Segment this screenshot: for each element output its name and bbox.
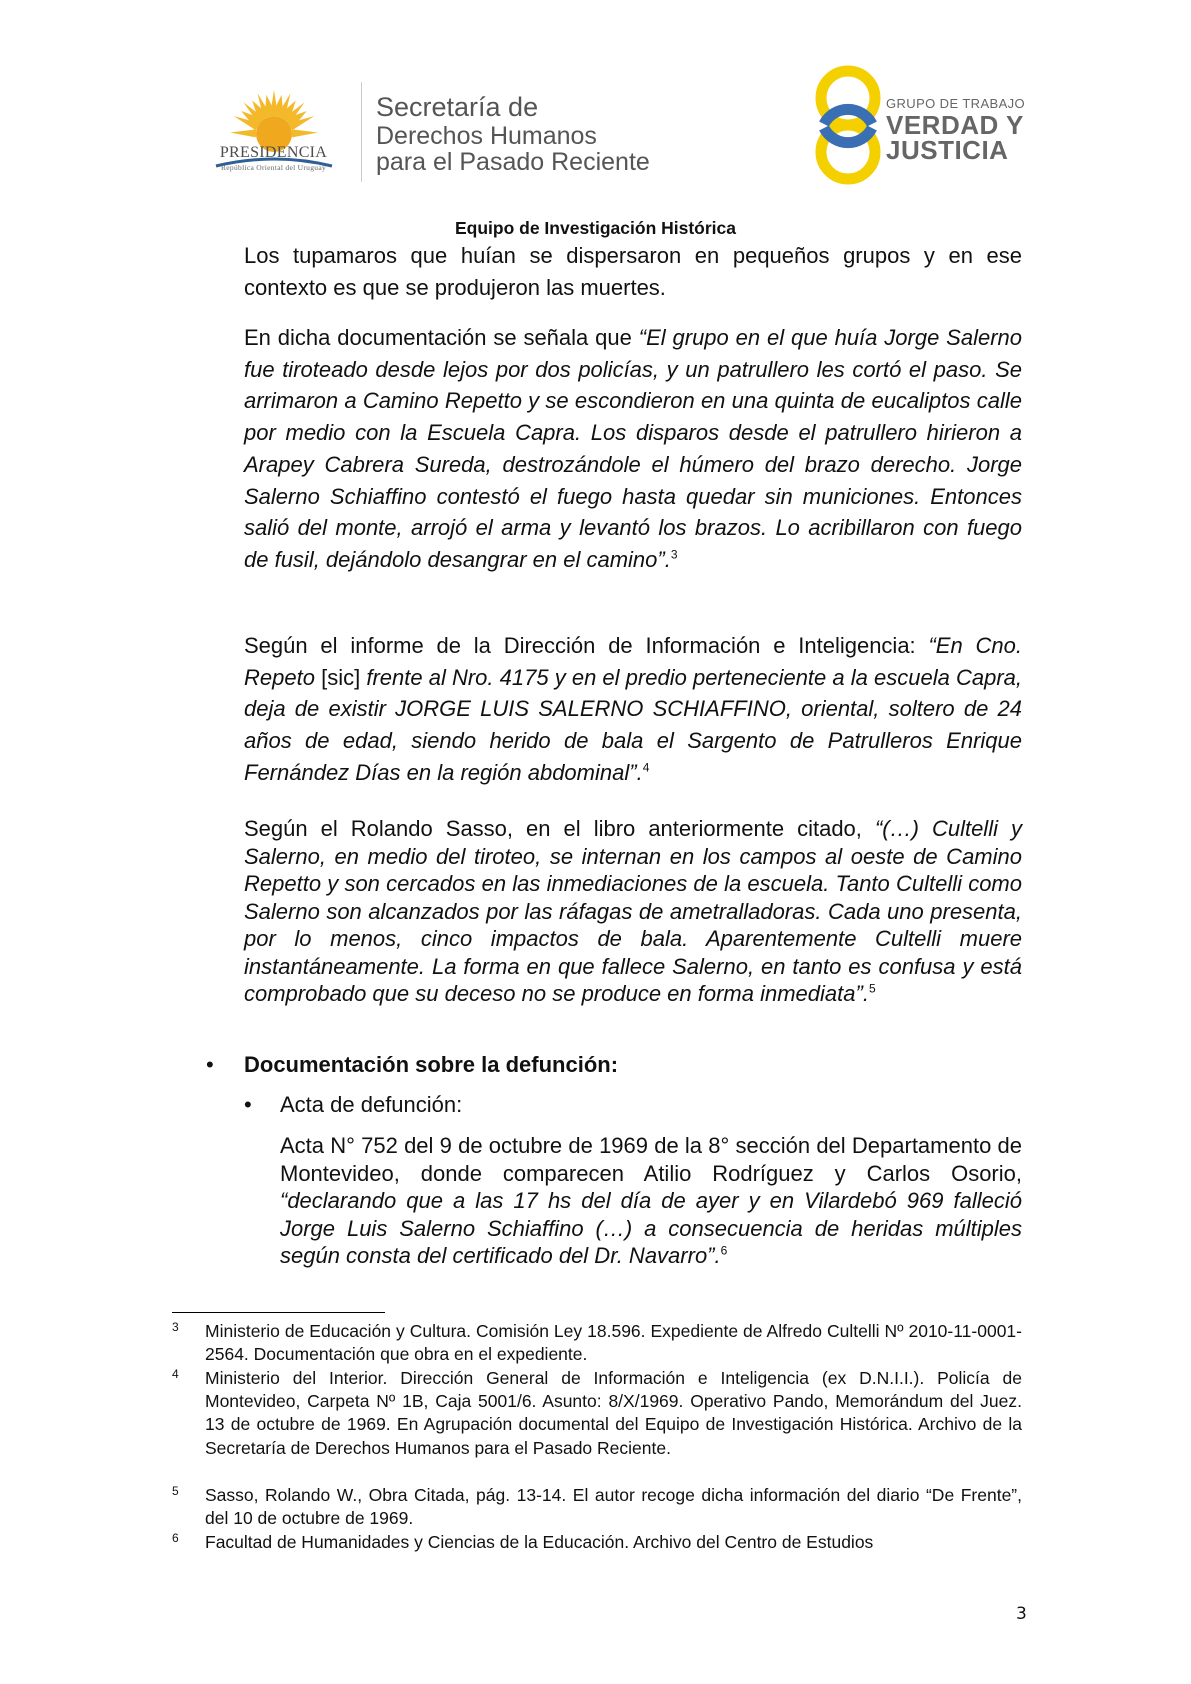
paragraph-5-intro: Acta N° 752 del 9 de octubre de 1969 de la 8° sección del Departamento de Montevideo, donde comparecen Atilio Rodríguez y Carlos Osorio, xyxy=(280,1133,1022,1186)
footnote-4-number: 4 xyxy=(172,1367,179,1381)
footnote-3-number: 3 xyxy=(172,1320,179,1334)
paragraph-1 xyxy=(244,240,1022,303)
paragraph-2-quote: “El grupo en el que huía Jorge Salerno fue tiroteado desde lejos por dos policías, y un patrullero les cortó el paso. Se arrimaron a Camino Repetto y se escondieron en una quinta de eucaliptos calle por medio con la Escuela Capra. Los disparos desde el patrullero hirieron a Arapey Cabrera Sureda, destrozándole el húmero del brazo derecho. Jorge Salerno Schiaffino contestó el fuego hasta quedar sin municiones. Entonces salió del monte, arrojó el arma y levantó los brazos. Lo acribillaron con fuego de fusil, dejándolo desangrar en el camino”. xyxy=(244,325,1023,572)
header-divider xyxy=(361,82,362,182)
justicia-label: JUSTICIA xyxy=(886,135,1009,165)
paragraph-4 xyxy=(244,815,1022,1008)
footnote-4-text: Ministerio del Interior. Dirección General de Información e Inteligencia (ex D.N.I.I.). Policía de Montevideo, Carpeta Nº 1B, Caja 5001/6. Asunto: 8/X/1969. Operativo Pando, Memorándum del Juez. 13 de octubre de 1969. En Agrupación documental del Equipo de Investigación Histórica. Archivo de la Secretaría de Derechos Humanos para el Pasado Reciente. xyxy=(205,1368,1022,1458)
team-heading: Equipo de Investigación Histórica xyxy=(454,218,737,238)
footnote-separator xyxy=(172,1312,385,1313)
footnote-6-text: Facultad de Humanidades y Ciencias de la Educación. Archivo del Centro de Estudios xyxy=(205,1532,874,1552)
paragraph-3-sic: [sic] xyxy=(321,664,361,690)
footnote-5-text xyxy=(205,1484,1022,1530)
verdad-justicia-rings-logo xyxy=(808,62,898,188)
secretaria-line-1: Secretaría de xyxy=(376,92,539,122)
bullet-1-heading: Documentación sobre la defunción: xyxy=(244,1052,619,1077)
footnote-5-author: Sasso, Rolando W. xyxy=(205,1485,358,1505)
paragraph-2 xyxy=(244,322,1022,576)
paragraph-3-quote-a: “En Cno. Repeto xyxy=(244,633,1022,690)
page-number: 3 xyxy=(1016,1604,1027,1624)
footnote-ref-6: 6 xyxy=(720,1243,728,1258)
paragraph-3 xyxy=(244,630,1022,789)
grupo-trabajo-label: GRUPO DE TRABAJO xyxy=(886,96,1026,111)
paragraph-3-intro: Según el informe de la Dirección de Información e Inteligencia: xyxy=(244,633,929,658)
secretaria-line-3: para el Pasado Reciente xyxy=(376,148,650,176)
paragraph-1-text: Los tupamaros que huían se dispersaron en pequeños grupos y en ese contexto es que se produjeron las muertes. xyxy=(244,243,1022,300)
paragraph-5-quote: “declarando que a las 17 hs del día de ayer y en Vilardebó 969 falleció Jorge Luis Salerno Schiaffino (…) a consecuencia de heridas múltiples según consta del certificado del Dr. Navarro”. xyxy=(280,1188,1022,1268)
secretaria-line-2: Derechos Humanos xyxy=(376,122,597,150)
footnote-ref-3: 3 xyxy=(670,547,678,562)
footnote-5-rest: , Obra Citada, pág. 13-14. El autor recoge dicha información del diario “De Frente”, del 10 de octubre de 1969. xyxy=(205,1485,1022,1529)
verdad-label: VERDAD Y xyxy=(886,110,1024,140)
paragraph-5 xyxy=(280,1132,1022,1270)
bullet-1-symbol: • xyxy=(206,1052,214,1077)
republica-label: República Oriental del Uruguay xyxy=(220,163,326,172)
footnote-5-number: 5 xyxy=(172,1484,179,1498)
footnote-ref-4: 4 xyxy=(642,760,650,775)
paragraph-4-quote: “(…) Cultelli y Salerno, en medio del tiroteo, se internan en los campos al oeste de Camino Repetto y son cercados en las inmediaciones de la escuela. Tanto Cultelli como Salerno son alcanzados por las ráfagas de ametralladoras. Cada uno presenta, por lo menos, cinco impactos de bala. Aparentemente Cultelli muere instantáneamente. La forma en que fallece Salerno, en tanto es confusa y está comprobado que su deceso no se produce en forma inmediata”. xyxy=(244,816,1022,1006)
paragraph-2-intro: En dicha documentación se señala que xyxy=(244,325,639,350)
footnote-3-text: Ministerio de Educación y Cultura. Comisión Ley 18.596. Expediente de Alfredo Cultelli Nº 2010-11-0001-2564. Documentación que obra en el expediente. xyxy=(205,1321,1022,1365)
bullet-2-symbol: • xyxy=(244,1092,252,1117)
paragraph-4-intro: Según el Rolando Sasso, en el libro anteriormente citado, xyxy=(244,816,875,841)
presidencia-label: PRESIDENCIA xyxy=(219,144,328,161)
footnote-ref-5: 5 xyxy=(868,981,876,996)
bullet-2-heading: Acta de defunción: xyxy=(280,1092,463,1117)
footnote-6-number: 6 xyxy=(172,1531,179,1545)
paragraph-3-quote-b: frente al Nro. 4175 y en el predio perteneciente a la escuela Capra, deja de existir JORGE LUIS SALERNO SCHIAFFINO, oriental, soltero de 24 años de edad, siendo herido de bala el Sargento de Patrulleros Enrique Fernández Días en la región abdominal”. xyxy=(244,664,1022,785)
